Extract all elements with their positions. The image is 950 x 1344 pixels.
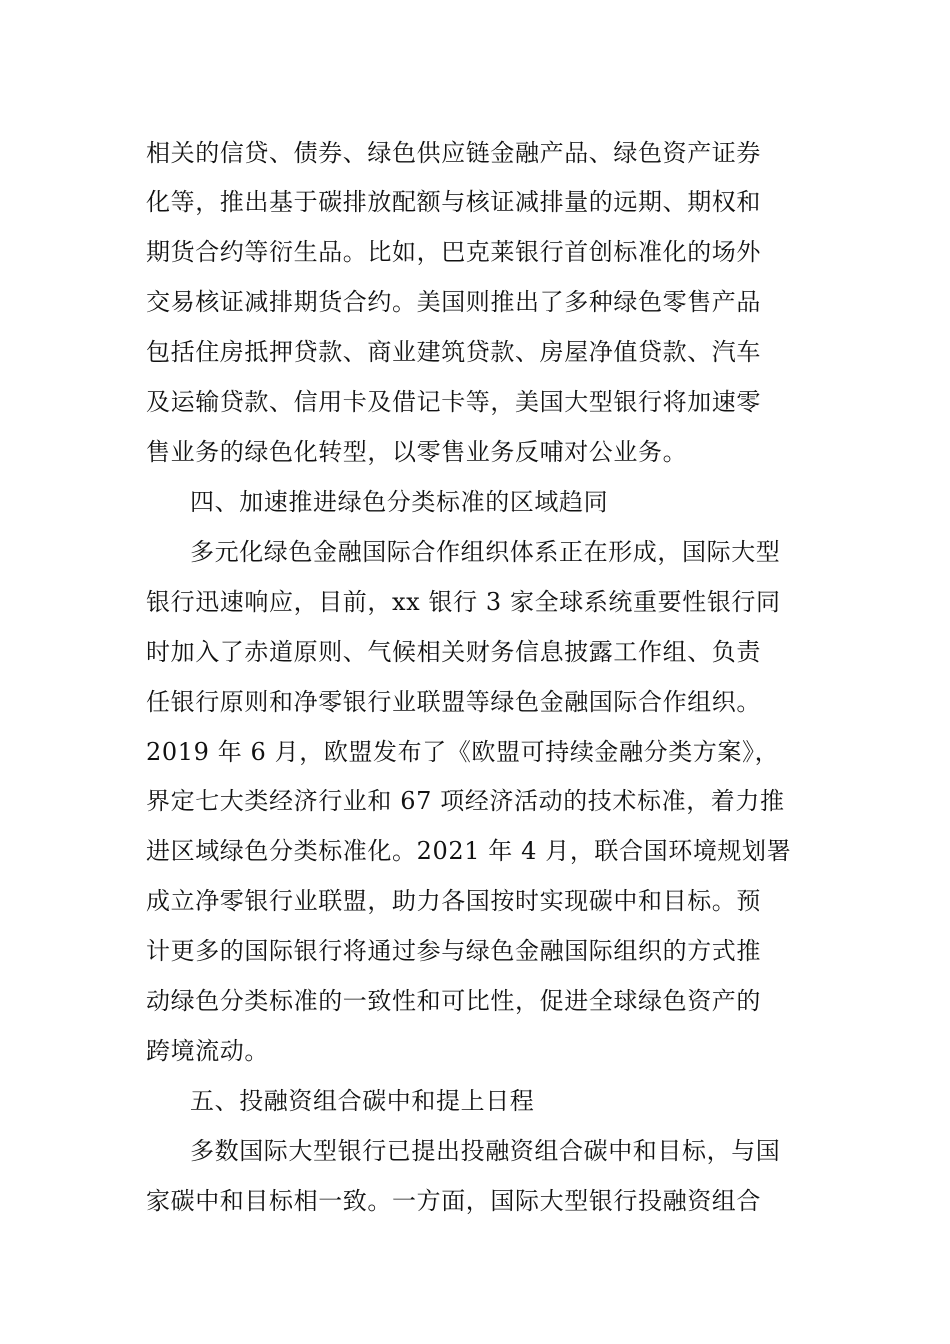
body-line: 计更多的国际银行将通过参与绿色金融国际组织的方式推 <box>146 937 761 965</box>
section-heading-4: 四、加速推进绿色分类标准的区域趋同 <box>190 488 609 516</box>
body-line: 交易核证减排期货合约。美国则推出了多种绿色零售产品 <box>146 288 761 316</box>
body-line: 包括住房抵押贷款、商业建筑贷款、房屋净值贷款、汽车 <box>146 338 761 366</box>
body-line: 2019 年 6 月，欧盟发布了《欧盟可持续金融分类方案》， <box>146 738 780 766</box>
body-line: 期货合约等衍生品。比如，巴克莱银行首创标准化的场外 <box>146 238 761 266</box>
body-line: 任银行原则和净零银行业联盟等绿色金融国际合作组织。 <box>146 688 761 716</box>
body-line: 时加入了赤道原则、气候相关财务信息披露工作组、负责 <box>146 638 761 666</box>
body-line: 动绿色分类标准的一致性和可比性，促进全球绿色资产的 <box>146 987 761 1015</box>
body-line: 及运输贷款、信用卡及借记卡等，美国大型银行将加速零 <box>146 388 761 416</box>
body-line: 银行迅速响应，目前，xx 银行 3 家全球系统重要性银行同 <box>146 588 781 616</box>
body-line: 成立净零银行业联盟，助力各国按时实现碳中和目标。预 <box>146 887 761 915</box>
body-line: 跨境流动。 <box>146 1037 269 1065</box>
body-line: 相关的信贷、债券、绿色供应链金融产品、绿色资产证券 <box>146 139 761 167</box>
body-line: 多数国际大型银行已提出投融资组合碳中和目标，与国 <box>190 1137 781 1165</box>
body-line: 售业务的绿色化转型，以零售业务反哺对公业务。 <box>146 438 688 466</box>
section-heading-5: 五、投融资组合碳中和提上日程 <box>190 1087 535 1115</box>
body-line: 化等，推出基于碳排放配额与核证减排量的远期、期权和 <box>146 188 761 216</box>
body-line: 进区域绿色分类标准化。2021 年 4 月，联合国环境规划署 <box>146 837 792 865</box>
body-line: 多元化绿色金融国际合作组织体系正在形成，国际大型 <box>190 538 781 566</box>
body-line: 家碳中和目标相一致。一方面，国际大型银行投融资组合 <box>146 1187 761 1215</box>
body-line: 界定七大类经济行业和 67 项经济活动的技术标准，着力推 <box>146 787 785 815</box>
